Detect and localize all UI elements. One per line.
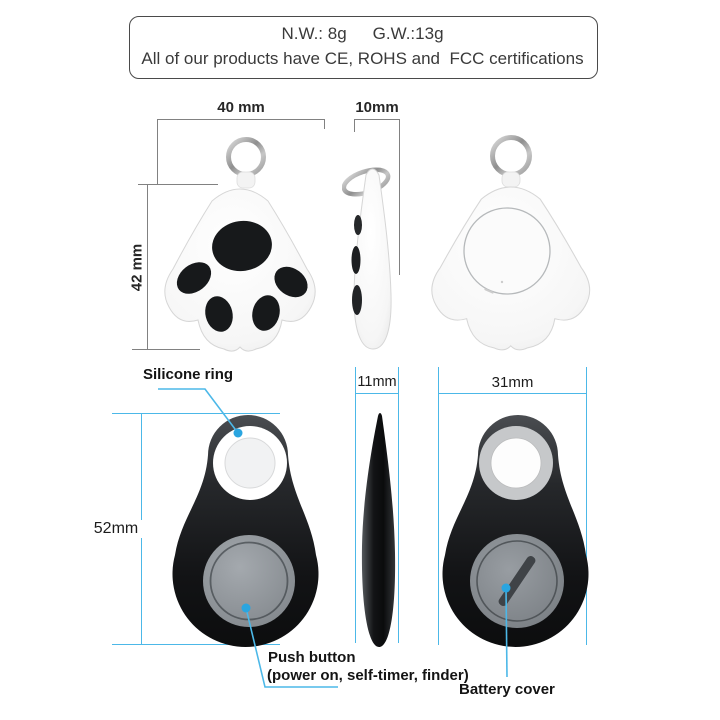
tracker-side-body xyxy=(362,413,395,647)
dimension-tick xyxy=(355,393,399,394)
dimension-tick xyxy=(438,393,587,394)
ring-tab xyxy=(502,172,520,187)
net-weight: N.W.: 8g xyxy=(281,24,347,43)
paw-pad-edge xyxy=(352,246,361,274)
dimension-line-31mm xyxy=(438,367,439,645)
weight-spec xyxy=(129,24,596,44)
certification-text: All of our products have CE, ROHS and FCC certifications xyxy=(141,49,584,68)
ring-hole xyxy=(225,438,275,488)
paw-pad-edge xyxy=(354,215,362,235)
back-cover xyxy=(464,208,550,294)
dimension-line-40mm xyxy=(157,119,325,120)
push-button xyxy=(203,535,295,627)
paw-width-label: 40 mm xyxy=(217,99,265,116)
keychain-tracker-front-view xyxy=(172,413,319,655)
paw-pad-edge xyxy=(352,285,362,315)
ring-tab xyxy=(237,172,255,188)
battery-cover-label: Battery cover xyxy=(459,681,555,698)
push-button-label-detail: (power on, self-timer, finder) xyxy=(267,666,469,684)
keyring xyxy=(493,138,530,175)
push-button-label xyxy=(268,649,469,684)
keychain-height-label: 52mm xyxy=(76,520,156,538)
paw-thickness-label: 10mm xyxy=(355,99,399,116)
keychain-tracker-side-view xyxy=(353,411,403,655)
dimension-line-42mm xyxy=(147,184,148,350)
paw-tracker-side-view xyxy=(342,163,400,355)
keyring xyxy=(229,140,264,175)
paw-tracker-back-view xyxy=(428,132,594,360)
keychain-tracker-back-view xyxy=(442,413,589,655)
ring-hole xyxy=(491,438,541,488)
paw-tracker-front-view xyxy=(160,133,320,360)
keychain-thickness-label: 11mm xyxy=(357,374,397,390)
gross-weight: G.W.:13g xyxy=(372,24,444,43)
dimension-line-10mm xyxy=(354,119,400,120)
dimension-tick xyxy=(157,119,158,185)
dimension-tick xyxy=(354,119,355,132)
paw-height-label: 42 mm xyxy=(128,243,146,292)
keychain-width-label: 31mm xyxy=(491,374,534,391)
silicone-ring-label: Silicone ring xyxy=(143,366,234,383)
molded-marking xyxy=(501,281,503,283)
push-button-label-title: Push button xyxy=(268,649,356,666)
dimension-tick xyxy=(324,119,325,129)
